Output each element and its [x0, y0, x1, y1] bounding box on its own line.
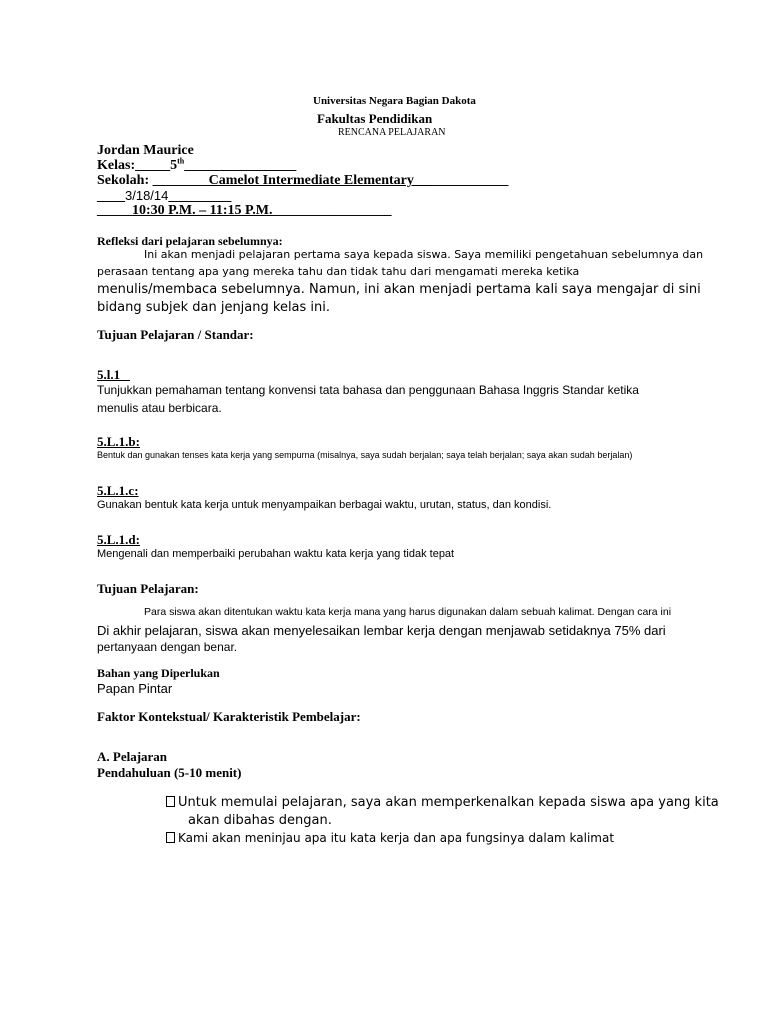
standard-text: Bentuk dan gunakan tenses kata kerja yang sempurna (misalnya, saya sudah berjalan; saya telah berjalan; saya akan sudah berjalan) — [97, 450, 633, 460]
standard-code: 5.L.1.b: — [97, 434, 140, 449]
standard-text: menulis atau berbicara. — [97, 401, 222, 415]
materials-heading: Bahan yang Diperlukan — [97, 666, 220, 680]
time-underline: _________________ — [272, 203, 392, 218]
objectives-line-2: Di akhir pelajaran, siswa akan menyelesaikan lembar kerja dengan menjawab setidaknya 75% dari — [97, 623, 666, 638]
date-value: 3/18/14 — [125, 188, 169, 203]
list-item-continuation: akan dibahas dengan. — [188, 813, 332, 828]
reflection-line-4: bidang subjek dan jenjang kelas ini. — [97, 300, 331, 315]
time-value: 10:30 P.M. – 11:15 P.M. — [132, 203, 273, 218]
list-item — [166, 831, 614, 845]
reflection-line-1: Ini akan menjadi pelajaran pertama saya kepada siswa. Saya memiliki pengetahuan sebelumnya dan — [144, 248, 704, 261]
class-underline: ________________ — [184, 158, 297, 173]
standard-text: Gunakan bentuk kata kerja untuk menyampaikan berbagai waktu, urutan, status, dan kondisi. — [97, 499, 552, 511]
school-label: Sekolah: ________ — [97, 173, 209, 188]
checkbox-bullet-icon — [166, 796, 175, 807]
objectives-line-3: pertanyaan dengan benar. — [97, 640, 238, 654]
class-label: Kelas:_____5 — [97, 158, 178, 173]
time-line — [97, 203, 392, 219]
class-line — [97, 158, 296, 174]
university-name: Universitas Negara Bagian Dakota — [313, 95, 476, 107]
standard-text: Tunjukkan pemahaman tentang konvensi tata bahasa dan penggunaan Bahasa Inggris Standar ketika — [97, 383, 639, 397]
date-prefix: ____ — [97, 189, 125, 204]
list-item — [166, 795, 719, 810]
reflection-heading: Refleksi dari pelajaran sebelumnya: — [97, 234, 283, 248]
standard-text: Mengenali dan memperbaiki perubahan waktu kata kerja yang tidak tepat — [97, 548, 455, 560]
standard-code: 5.L.1.c: — [97, 483, 139, 498]
standard-code: 5.l.1 _ — [97, 367, 130, 382]
school-underline: ___________ — [431, 173, 509, 188]
contextual-heading: Faktor Kontekstual/ Karakteristik Pembelajar: — [97, 709, 361, 724]
teacher-name: Jordan Maurice — [97, 143, 194, 158]
reflection-line-3: menulis/membaca sebelumnya. Namun, ini akan menjadi pertama kali saya mengajar di sini — [97, 282, 701, 297]
intro-heading: Pendahuluan (5-10 menit) — [97, 765, 242, 780]
school-name: Camelot Intermediate Elementary __ — [208, 173, 432, 188]
reflection-line-2: perasaan tentang apa yang mereka tahu dan tidak tahu dari mengamati mereka ketika — [97, 265, 580, 278]
standard-code: 5.L.1.d: — [97, 532, 140, 547]
standards-heading: Tujuan Pelajaran / Standar: — [97, 327, 254, 342]
objectives-heading: Tujuan Pelajaran: — [97, 581, 199, 596]
checkbox-bullet-icon — [166, 832, 175, 843]
list-item-text: Kami akan meninjau apa itu kata kerja dan apa fungsinya dalam kalimat — [178, 831, 615, 845]
class-suffix-sup: th — [177, 156, 185, 166]
list-item-text: Untuk memulai pelajaran, saya akan memperkenalkan kepada siswa apa yang kita — [178, 795, 719, 810]
date-underline: _________ — [168, 189, 232, 204]
time-prefix: _____ — [97, 203, 132, 218]
document-title: RENCANA PELAJARAN — [338, 127, 446, 138]
materials-item: Papan Pintar — [97, 681, 173, 696]
school-line — [97, 173, 508, 189]
faculty-name: Fakultas Pendidikan — [317, 111, 433, 126]
lesson-heading: A. Pelajaran — [97, 749, 168, 764]
objectives-line-1: Para siswa akan ditentukan waktu kata kerja mana yang harus digunakan dalam sebuah kalimat. Dengan cara ini — [144, 606, 672, 618]
